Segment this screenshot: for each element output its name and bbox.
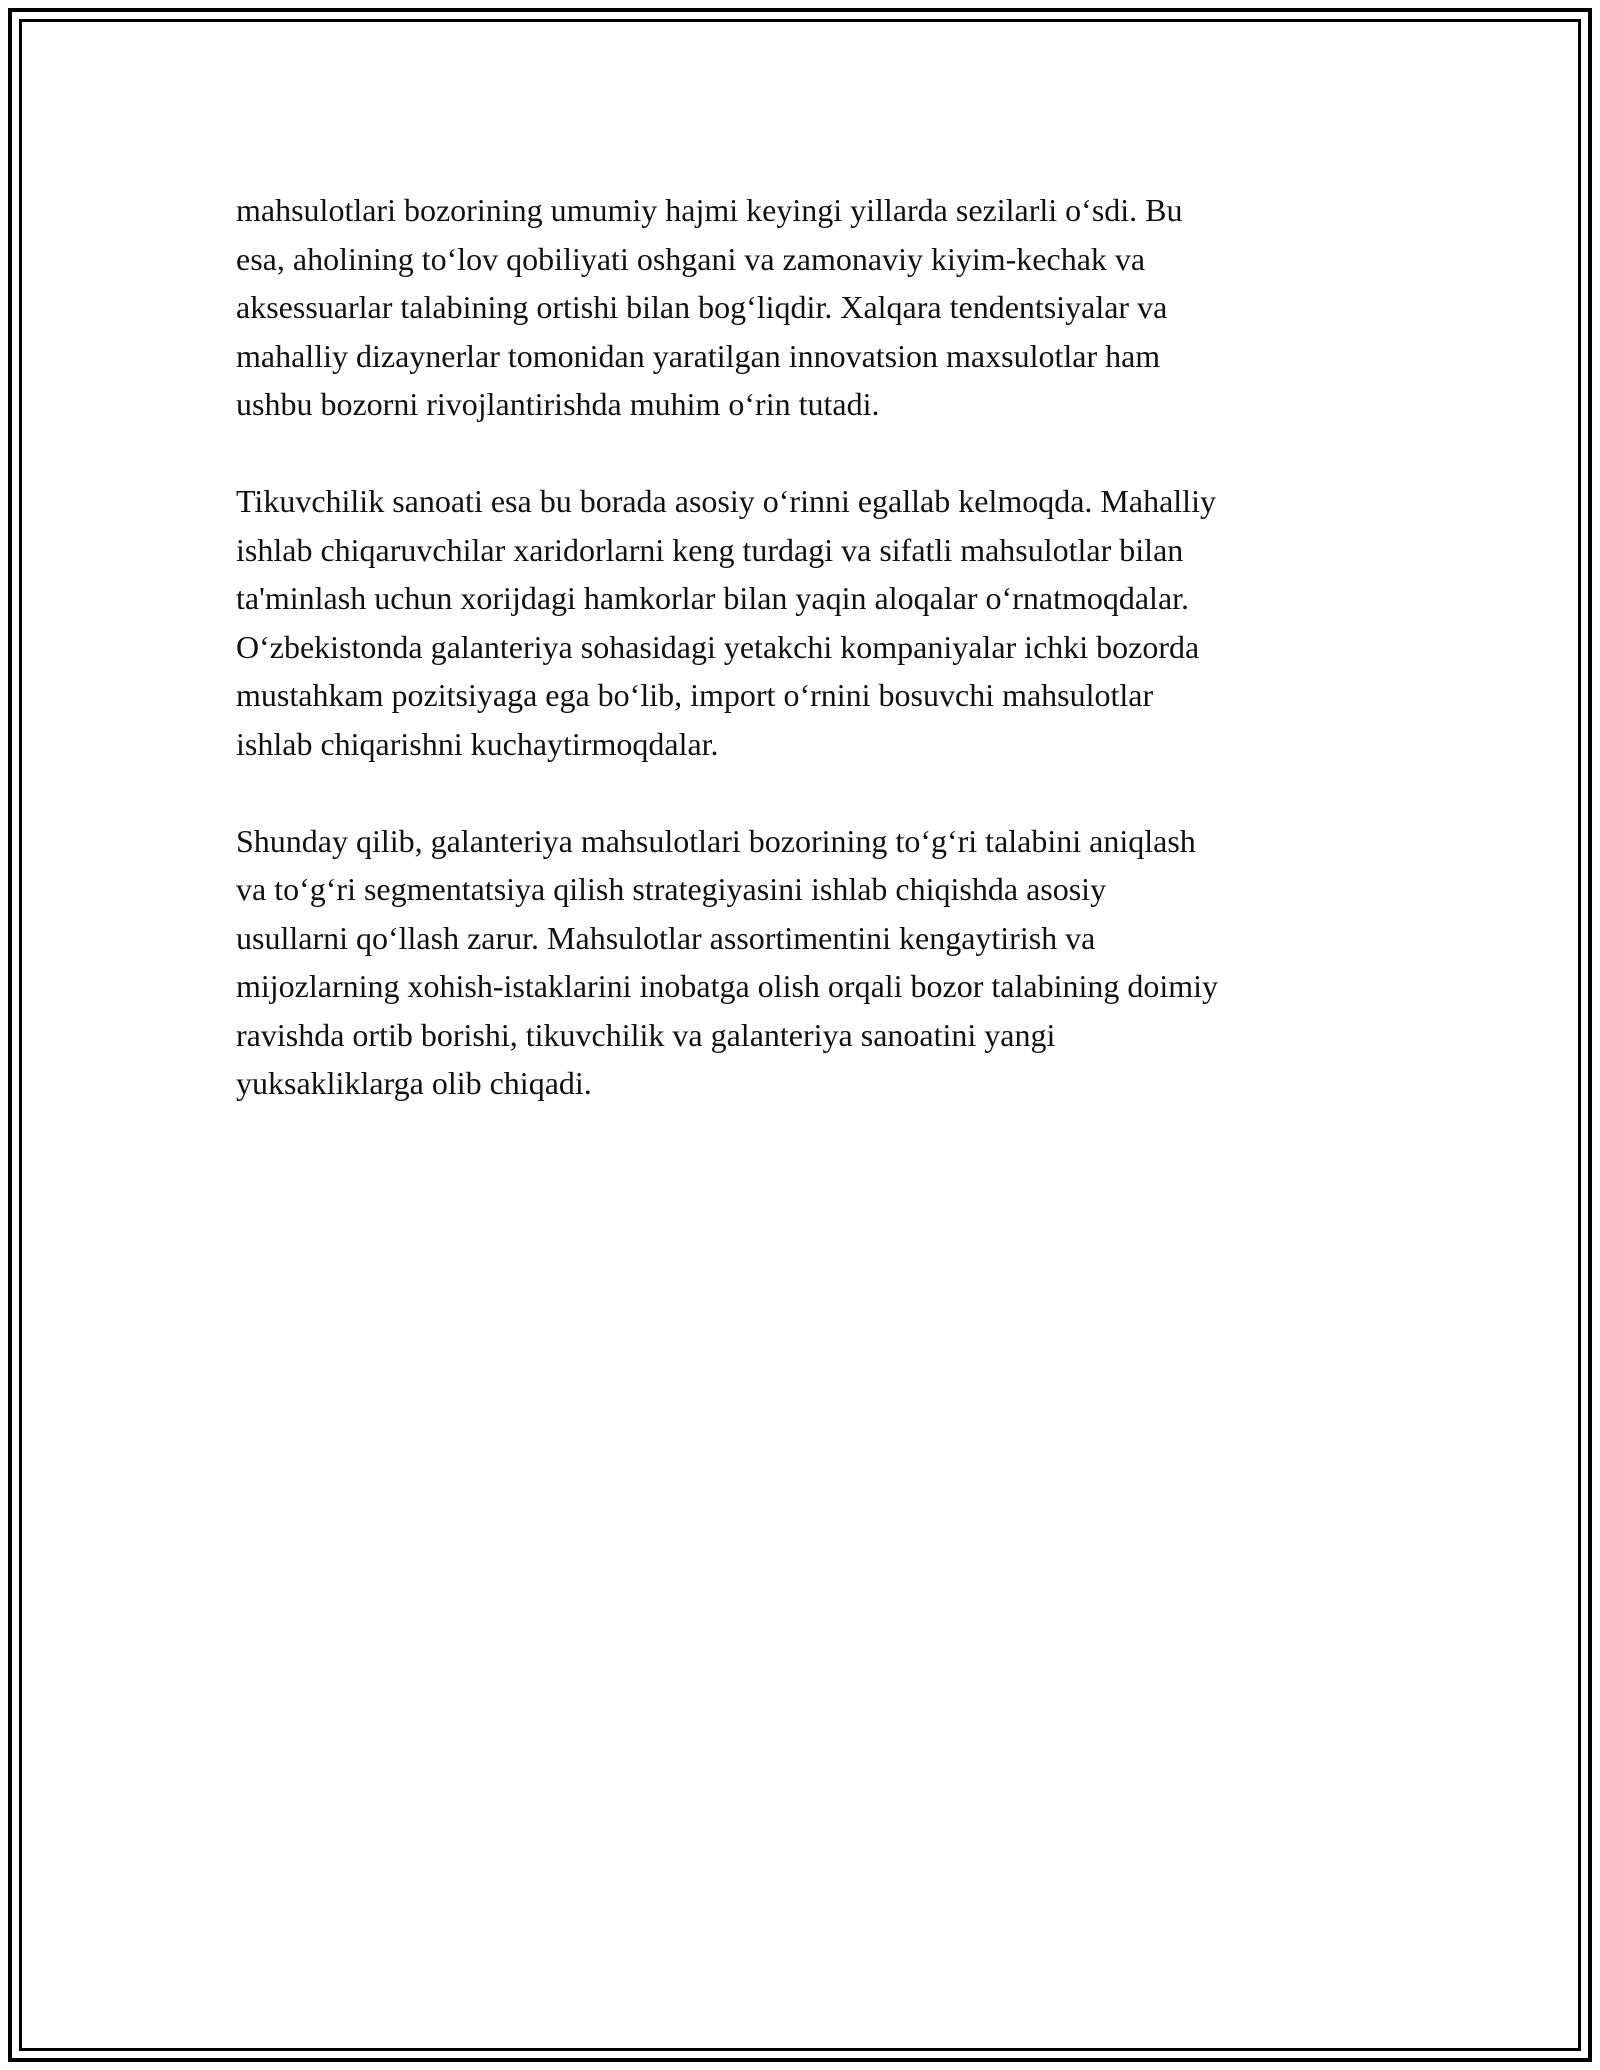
paragraph-sewing-industry: Tikuvchilik sanoati esa bu borada asosiy o‘rinni egallab kelmoqda. Mahalliy ishlab chiqaruvchilar xaridorlarni keng turdagi va sifatli mahsulotlar bilan ta'minlash uchun xorijdagi hamkorlar bilan yaqin aloqalar o‘rnatmoqdalar. O‘zbekistonda galanteriya sohasidagi yetakchi kompaniyalar ichki bozorda mustahkam pozitsiyaga ega bo‘lib, import o‘rnini bosuvchi mahsulotlar ishlab chiqarishni kuchaytirmoqdalar. bbox=[236, 483, 1216, 762]
paragraph-market-growth: mahsulotlari bozorining umumiy hajmi keyingi yillarda sezilarli o‘sdi. Bu esa, aholining to‘lov qobiliyati oshgani va zamonaviy kiyim-kechak va aksessuarlar talabining ortishi bilan bog‘liqdir. Xalqara tendentsiyalar va mahalliy dizaynerlar tomonidan yaratilgan innovatsion maxsulotlar ham ushbu bozorni rivojlantirishda muhim o‘rin tutadi. bbox=[236, 192, 1183, 422]
paragraph-conclusion: Shunday qilib, galanteriya mahsulotlari bozorining to‘g‘ri talabini aniqlash va to‘g‘ri segmentatsiya qilish strategiyasini ishlab chiqishda asosiy usullarni qo‘llash zarur. Mahsulotlar assortimentini kengaytirish va mijozlarning xohish-istaklarini inobatga olish orqali bozor talabining doimiy ravishda ortib borishi, tikuvchilik va galanteriya sanoatini yangi yuksakliklarga olib chiqadi. bbox=[236, 822, 1219, 1101]
document-body bbox=[236, 186, 1386, 1108]
